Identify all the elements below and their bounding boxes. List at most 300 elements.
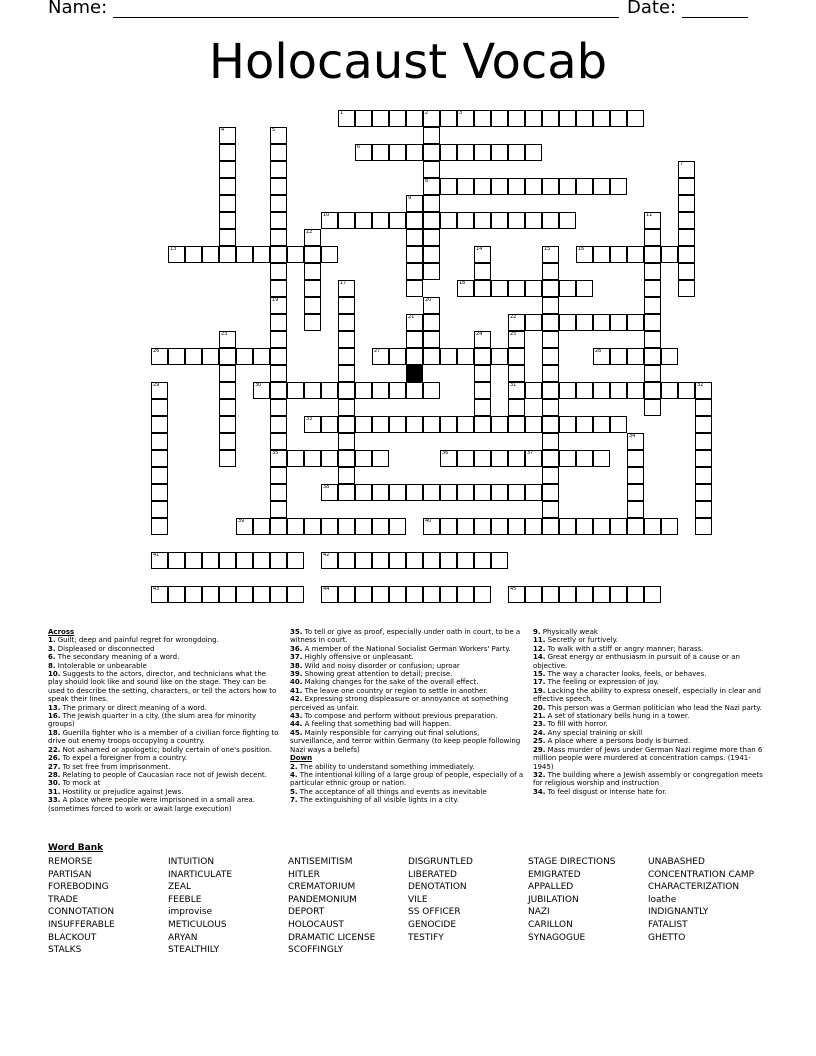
grid-cell[interactable] [440, 144, 457, 161]
grid-cell[interactable] [508, 518, 525, 535]
grid-cell[interactable] [287, 382, 304, 399]
grid-cell[interactable] [219, 161, 236, 178]
grid-cell[interactable] [695, 416, 712, 433]
grid-cell[interactable] [508, 314, 525, 331]
grid-cell[interactable] [525, 280, 542, 297]
grid-cell[interactable] [321, 416, 338, 433]
grid-cell[interactable] [372, 518, 389, 535]
grid-cell[interactable] [219, 552, 236, 569]
grid-cell[interactable] [423, 518, 440, 535]
grid-cell[interactable] [457, 280, 474, 297]
grid-cell[interactable] [270, 586, 287, 603]
grid-cell[interactable] [304, 518, 321, 535]
grid-cell[interactable] [491, 348, 508, 365]
grid-cell[interactable] [389, 212, 406, 229]
grid-cell[interactable] [542, 382, 559, 399]
grid-cell[interactable] [219, 416, 236, 433]
grid-cell[interactable] [695, 501, 712, 518]
grid-cell[interactable] [389, 484, 406, 501]
grid-cell[interactable] [644, 331, 661, 348]
grid-cell[interactable] [474, 416, 491, 433]
grid-cell[interactable] [151, 518, 168, 535]
grid-cell[interactable] [372, 484, 389, 501]
grid-cell[interactable] [610, 110, 627, 127]
grid-cell[interactable] [661, 348, 678, 365]
grid-cell[interactable] [457, 552, 474, 569]
grid-cell[interactable] [491, 416, 508, 433]
grid-cell[interactable] [695, 450, 712, 467]
grid-cell[interactable] [219, 195, 236, 212]
grid-cell[interactable] [474, 110, 491, 127]
grid-cell[interactable] [678, 382, 695, 399]
grid-cell[interactable] [338, 212, 355, 229]
grid-cell[interactable] [270, 467, 287, 484]
grid-cell[interactable] [270, 144, 287, 161]
grid-cell[interactable] [474, 365, 491, 382]
grid-cell[interactable] [474, 331, 491, 348]
grid-cell[interactable] [423, 348, 440, 365]
grid-cell[interactable] [542, 348, 559, 365]
grid-cell[interactable] [610, 382, 627, 399]
grid-cell[interactable] [627, 246, 644, 263]
grid-cell[interactable] [355, 552, 372, 569]
grid-cell[interactable] [406, 280, 423, 297]
grid-cell[interactable] [338, 450, 355, 467]
grid-cell[interactable] [185, 586, 202, 603]
grid-cell[interactable] [219, 178, 236, 195]
grid-cell[interactable] [185, 552, 202, 569]
grid-cell[interactable] [406, 246, 423, 263]
grid-cell[interactable] [423, 144, 440, 161]
grid-cell[interactable] [151, 433, 168, 450]
grid-cell[interactable] [304, 382, 321, 399]
grid-cell[interactable] [423, 552, 440, 569]
grid-cell[interactable] [627, 433, 644, 450]
grid-cell[interactable] [542, 416, 559, 433]
grid-cell[interactable] [474, 144, 491, 161]
grid-cell[interactable] [457, 586, 474, 603]
grid-cell[interactable] [151, 416, 168, 433]
grid-cell[interactable] [372, 348, 389, 365]
grid-cell[interactable] [457, 484, 474, 501]
grid-cell[interactable] [219, 365, 236, 382]
grid-cell[interactable] [508, 331, 525, 348]
grid-cell[interactable] [321, 246, 338, 263]
grid-cell[interactable] [474, 246, 491, 263]
grid-cell[interactable] [559, 110, 576, 127]
grid-cell[interactable] [389, 144, 406, 161]
grid-cell[interactable] [525, 314, 542, 331]
grid-cell[interactable] [508, 416, 525, 433]
grid-cell[interactable] [219, 246, 236, 263]
grid-cell[interactable] [338, 416, 355, 433]
grid-cell[interactable] [644, 263, 661, 280]
grid-cell[interactable] [627, 314, 644, 331]
grid-cell[interactable] [610, 586, 627, 603]
grid-cell[interactable] [321, 518, 338, 535]
grid-cell[interactable] [219, 382, 236, 399]
grid-cell[interactable] [474, 178, 491, 195]
grid-cell[interactable] [508, 399, 525, 416]
grid-cell[interactable] [508, 144, 525, 161]
grid-cell[interactable] [423, 161, 440, 178]
grid-cell[interactable] [525, 178, 542, 195]
grid-cell[interactable] [406, 314, 423, 331]
grid-cell[interactable] [236, 246, 253, 263]
grid-cell[interactable] [151, 501, 168, 518]
grid-cell[interactable] [559, 212, 576, 229]
grid-cell[interactable] [491, 212, 508, 229]
grid-cell[interactable] [151, 348, 168, 365]
grid-cell[interactable] [474, 484, 491, 501]
grid-cell[interactable] [644, 229, 661, 246]
grid-cell[interactable] [593, 416, 610, 433]
grid-cell[interactable] [508, 280, 525, 297]
grid-cell[interactable] [236, 586, 253, 603]
grid-cell[interactable] [440, 416, 457, 433]
grid-cell[interactable] [576, 246, 593, 263]
grid-cell[interactable] [542, 518, 559, 535]
grid-cell[interactable] [338, 552, 355, 569]
grid-cell[interactable] [202, 348, 219, 365]
grid-cell[interactable] [287, 586, 304, 603]
grid-cell[interactable] [304, 297, 321, 314]
grid-cell[interactable] [219, 331, 236, 348]
grid-cell[interactable] [270, 399, 287, 416]
grid-cell[interactable] [236, 552, 253, 569]
grid-cell[interactable] [355, 382, 372, 399]
grid-cell[interactable] [202, 586, 219, 603]
grid-cell[interactable] [304, 450, 321, 467]
grid-cell[interactable] [593, 382, 610, 399]
grid-cell[interactable] [355, 586, 372, 603]
grid-cell[interactable] [508, 348, 525, 365]
grid-cell[interactable] [491, 552, 508, 569]
grid-cell[interactable] [542, 246, 559, 263]
grid-cell[interactable] [423, 127, 440, 144]
grid-cell[interactable] [355, 144, 372, 161]
grid-cell[interactable] [644, 399, 661, 416]
grid-cell[interactable] [678, 212, 695, 229]
grid-cell[interactable] [253, 518, 270, 535]
grid-cell[interactable] [423, 314, 440, 331]
grid-cell[interactable] [355, 518, 372, 535]
grid-cell[interactable] [321, 212, 338, 229]
grid-cell[interactable] [423, 195, 440, 212]
grid-cell[interactable] [423, 229, 440, 246]
grid-cell[interactable] [151, 399, 168, 416]
grid-cell[interactable] [644, 314, 661, 331]
grid-cell[interactable] [355, 484, 372, 501]
grid-cell[interactable] [576, 110, 593, 127]
grid-cell[interactable] [678, 178, 695, 195]
grid-cell[interactable] [270, 484, 287, 501]
grid-cell[interactable] [372, 586, 389, 603]
grid-cell[interactable] [168, 552, 185, 569]
grid-cell[interactable] [389, 586, 406, 603]
grid-cell[interactable] [423, 263, 440, 280]
grid-cell[interactable] [270, 127, 287, 144]
grid-cell[interactable] [219, 229, 236, 246]
grid-cell[interactable] [304, 314, 321, 331]
grid-cell[interactable] [270, 365, 287, 382]
grid-cell[interactable] [270, 331, 287, 348]
grid-cell[interactable] [457, 518, 474, 535]
grid-cell[interactable] [644, 382, 661, 399]
grid-cell[interactable] [253, 552, 270, 569]
grid-cell[interactable] [338, 399, 355, 416]
grid-cell[interactable] [338, 365, 355, 382]
grid-cell[interactable] [270, 161, 287, 178]
grid-cell[interactable] [627, 110, 644, 127]
grid-cell[interactable] [457, 212, 474, 229]
grid-cell[interactable] [423, 178, 440, 195]
grid-cell[interactable] [440, 348, 457, 365]
grid-cell[interactable] [474, 348, 491, 365]
grid-cell[interactable] [644, 348, 661, 365]
grid-cell[interactable] [270, 178, 287, 195]
grid-cell[interactable] [593, 246, 610, 263]
grid-cell[interactable] [559, 280, 576, 297]
grid-cell[interactable] [593, 110, 610, 127]
grid-cell[interactable] [695, 484, 712, 501]
grid-cell[interactable] [593, 450, 610, 467]
grid-cell[interactable] [559, 382, 576, 399]
grid-cell[interactable] [304, 263, 321, 280]
grid-cell[interactable] [593, 314, 610, 331]
grid-cell[interactable] [576, 178, 593, 195]
grid-cell[interactable] [542, 467, 559, 484]
grid-cell[interactable] [202, 246, 219, 263]
grid-cell[interactable] [406, 348, 423, 365]
grid-cell[interactable] [678, 161, 695, 178]
grid-cell[interactable] [627, 450, 644, 467]
grid-cell[interactable] [168, 586, 185, 603]
grid-cell[interactable] [491, 518, 508, 535]
grid-cell[interactable] [304, 280, 321, 297]
grid-cell[interactable] [423, 382, 440, 399]
grid-cell[interactable] [287, 450, 304, 467]
grid-cell[interactable] [270, 314, 287, 331]
grid-cell[interactable] [559, 450, 576, 467]
grid-cell[interactable] [406, 195, 423, 212]
grid-cell[interactable] [321, 382, 338, 399]
grid-cell[interactable] [440, 212, 457, 229]
grid-cell[interactable] [219, 399, 236, 416]
grid-cell[interactable] [270, 433, 287, 450]
grid-cell[interactable] [593, 178, 610, 195]
grid-cell[interactable] [474, 586, 491, 603]
grid-cell[interactable] [627, 467, 644, 484]
grid-cell[interactable] [372, 110, 389, 127]
grid-cell[interactable] [338, 484, 355, 501]
grid-cell[interactable] [678, 246, 695, 263]
grid-cell[interactable] [695, 399, 712, 416]
grid-cell[interactable] [185, 348, 202, 365]
grid-cell[interactable] [525, 212, 542, 229]
grid-cell[interactable] [372, 450, 389, 467]
grid-cell[interactable] [508, 586, 525, 603]
grid-cell[interactable] [542, 178, 559, 195]
grid-cell[interactable] [491, 450, 508, 467]
grid-cell[interactable] [219, 144, 236, 161]
grid-cell[interactable] [287, 552, 304, 569]
grid-cell[interactable] [219, 348, 236, 365]
grid-cell[interactable] [270, 552, 287, 569]
grid-cell[interactable] [355, 450, 372, 467]
grid-cell[interactable] [525, 416, 542, 433]
grid-cell[interactable] [644, 297, 661, 314]
grid-cell[interactable] [525, 110, 542, 127]
grid-cell[interactable] [440, 586, 457, 603]
grid-cell[interactable] [321, 586, 338, 603]
grid-cell[interactable] [644, 365, 661, 382]
grid-cell[interactable] [542, 212, 559, 229]
grid-cell[interactable] [372, 382, 389, 399]
grid-cell[interactable] [525, 518, 542, 535]
grid-cell[interactable] [406, 144, 423, 161]
grid-cell[interactable] [406, 331, 423, 348]
grid-cell[interactable] [151, 450, 168, 467]
grid-cell[interactable] [508, 365, 525, 382]
grid-cell[interactable] [253, 246, 270, 263]
grid-cell[interactable] [406, 552, 423, 569]
grid-cell[interactable] [355, 110, 372, 127]
grid-cell[interactable] [644, 246, 661, 263]
grid-cell[interactable] [270, 195, 287, 212]
grid-cell[interactable] [406, 263, 423, 280]
grid-cell[interactable] [542, 586, 559, 603]
grid-cell[interactable] [576, 450, 593, 467]
grid-cell[interactable] [644, 518, 661, 535]
grid-cell[interactable] [270, 229, 287, 246]
grid-cell[interactable] [270, 297, 287, 314]
grid-cell[interactable] [423, 331, 440, 348]
grid-cell[interactable] [457, 450, 474, 467]
grid-cell[interactable] [542, 314, 559, 331]
grid-cell[interactable] [457, 178, 474, 195]
grid-cell[interactable] [151, 586, 168, 603]
grid-cell[interactable] [389, 382, 406, 399]
grid-cell[interactable] [542, 110, 559, 127]
grid-cell[interactable] [219, 127, 236, 144]
grid-cell[interactable] [270, 212, 287, 229]
grid-cell[interactable] [202, 552, 219, 569]
grid-cell[interactable] [474, 552, 491, 569]
grid-cell[interactable] [576, 382, 593, 399]
grid-cell[interactable] [491, 144, 508, 161]
grid-cell[interactable] [168, 246, 185, 263]
grid-cell[interactable] [440, 178, 457, 195]
grid-cell[interactable] [338, 382, 355, 399]
grid-cell[interactable] [372, 552, 389, 569]
grid-cell[interactable] [423, 212, 440, 229]
grid-cell[interactable] [678, 280, 695, 297]
grid-cell[interactable] [576, 314, 593, 331]
grid-cell[interactable] [406, 586, 423, 603]
grid-cell[interactable] [593, 518, 610, 535]
grid-cell[interactable] [423, 110, 440, 127]
grid-cell[interactable] [576, 416, 593, 433]
grid-cell[interactable] [151, 467, 168, 484]
grid-cell[interactable] [610, 314, 627, 331]
grid-cell[interactable] [423, 416, 440, 433]
grid-cell[interactable] [440, 450, 457, 467]
grid-cell[interactable] [406, 416, 423, 433]
grid-cell[interactable] [474, 399, 491, 416]
grid-cell[interactable] [219, 433, 236, 450]
grid-cell[interactable] [508, 178, 525, 195]
grid-cell[interactable] [168, 348, 185, 365]
grid-cell[interactable] [338, 586, 355, 603]
grid-cell[interactable] [542, 263, 559, 280]
grid-cell[interactable] [542, 280, 559, 297]
grid-cell[interactable] [457, 348, 474, 365]
grid-cell[interactable] [559, 178, 576, 195]
grid-cell[interactable] [389, 552, 406, 569]
grid-cell[interactable] [508, 484, 525, 501]
grid-cell[interactable] [321, 450, 338, 467]
grid-cell[interactable] [270, 280, 287, 297]
grid-cell[interactable] [338, 433, 355, 450]
grid-cell[interactable] [338, 110, 355, 127]
grid-cell[interactable] [474, 212, 491, 229]
grid-cell[interactable] [576, 586, 593, 603]
grid-cell[interactable] [457, 110, 474, 127]
grid-cell[interactable] [576, 518, 593, 535]
grid-cell[interactable] [304, 416, 321, 433]
grid-cell[interactable] [559, 586, 576, 603]
grid-cell[interactable] [355, 212, 372, 229]
grid-cell[interactable] [270, 518, 287, 535]
grid-cell[interactable] [423, 246, 440, 263]
grid-cell[interactable] [695, 382, 712, 399]
grid-cell[interactable] [474, 263, 491, 280]
grid-cell[interactable] [151, 382, 168, 399]
grid-cell[interactable] [372, 144, 389, 161]
grid-cell[interactable] [219, 450, 236, 467]
grid-cell[interactable] [559, 518, 576, 535]
grid-cell[interactable] [576, 280, 593, 297]
grid-cell[interactable] [644, 212, 661, 229]
grid-cell[interactable] [627, 501, 644, 518]
grid-cell[interactable] [491, 110, 508, 127]
grid-cell[interactable] [695, 467, 712, 484]
grid-cell[interactable] [525, 484, 542, 501]
grid-cell[interactable] [627, 484, 644, 501]
grid-cell[interactable] [406, 212, 423, 229]
grid-cell[interactable] [423, 586, 440, 603]
grid-cell[interactable] [338, 518, 355, 535]
grid-cell[interactable] [338, 348, 355, 365]
grid-cell[interactable] [610, 416, 627, 433]
grid-cell[interactable] [644, 586, 661, 603]
grid-cell[interactable] [542, 450, 559, 467]
grid-cell[interactable] [270, 416, 287, 433]
grid-cell[interactable] [253, 348, 270, 365]
grid-cell[interactable] [304, 246, 321, 263]
grid-cell[interactable] [525, 144, 542, 161]
grid-cell[interactable] [287, 518, 304, 535]
grid-cell[interactable] [593, 348, 610, 365]
grid-cell[interactable] [423, 297, 440, 314]
grid-cell[interactable] [236, 348, 253, 365]
grid-cell[interactable] [474, 450, 491, 467]
grid-cell[interactable] [440, 552, 457, 569]
grid-cell[interactable] [389, 416, 406, 433]
grid-cell[interactable] [406, 229, 423, 246]
grid-cell[interactable] [338, 314, 355, 331]
